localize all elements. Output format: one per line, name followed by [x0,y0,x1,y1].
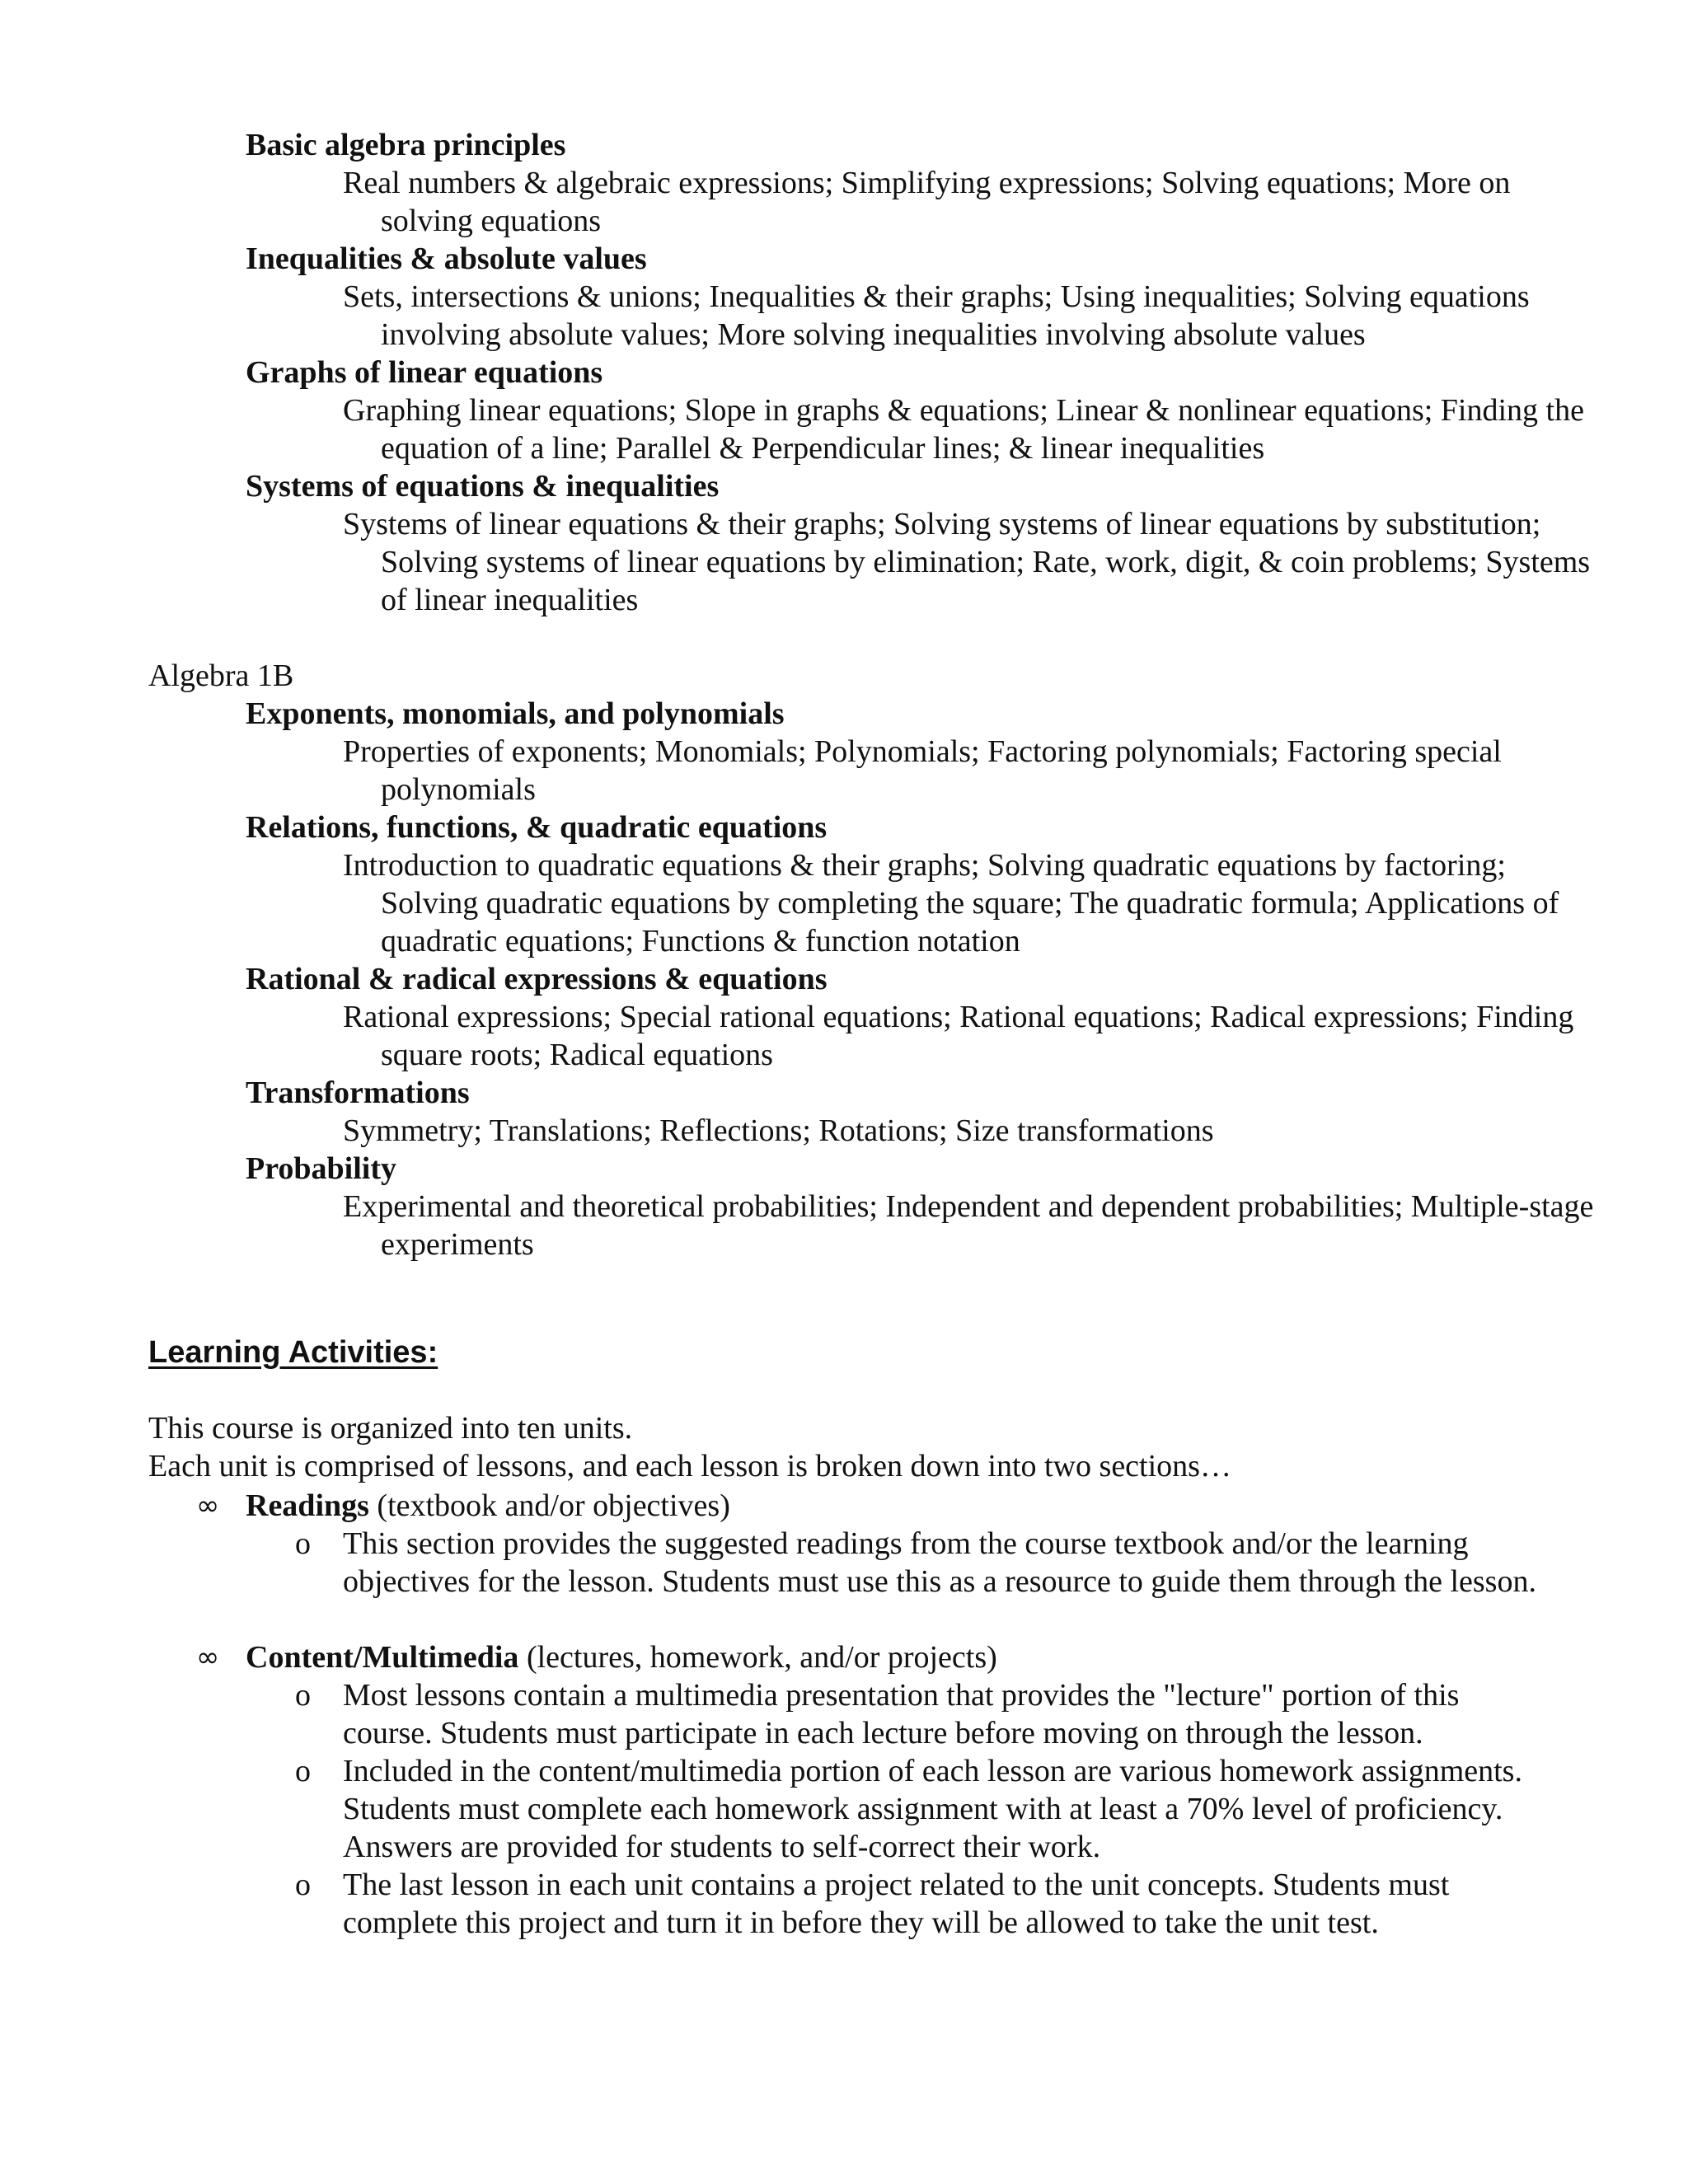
topic-title: Rational & radical expressions & equations [246,962,828,996]
topic-title: Transformations [246,1076,470,1110]
topic-description: Systems of linear equations & their graphs; Solving systems of linear equations by substitution; Solving systems of linear equations by elimination; Rate, work, digit, & coin problems; Systems of linear inequalities [343,507,1591,617]
circle-bullet-icon: o [295,1868,311,1902]
sub-bullet-text: Included in the content/multimedia portion of each lesson are various homework assignments. Students must complete each homework assignment with at least a 70% level of proficiency. Answers are provided for students to self-correct their work. [343,1754,1522,1864]
topic-title: Inequalities & absolute values [246,241,647,276]
topic-description: Graphing linear equations; Slope in graphs & equations; Linear & nonlinear equations; Finding the equation of a line; Parallel & Perpendicular lines; & linear inequalities [343,393,1584,466]
bullet-text [246,1638,1564,1676]
bullet-note: (lectures, homework, and/or projects) [518,1640,997,1675]
topic-description: Rational expressions; Special rational equations; Rational equations; Radical expressions; Finding square roots; Radical equations [343,1000,1574,1072]
bullet-title: Readings [246,1488,369,1523]
intro-paragraph: Each unit is comprised of lessons, and each lesson is broken down into two sections… [148,1449,1231,1483]
topic-title: Exponents, monomials, and polynomials [246,696,785,731]
sub-bullet-text: This section provides the suggested readings from the course textbook and/or the learning objectives for the lesson. Students must use this as a resource to guide them through the lesson. [343,1526,1536,1599]
section-heading: Learning Activities: [148,1335,438,1370]
topic-description: Symmetry; Translations; Reflections; Rotations; Size transformations [343,1113,1214,1148]
circle-bullet-icon: o [295,1526,311,1561]
topic-title: Basic algebra principles [246,128,566,162]
circle-bullet-icon: o [295,1678,311,1713]
bullet-text [246,1487,1564,1525]
sub-bullet-text: Most lessons contain a multimedia presentation that provides the "lecture" portion of this course. Students must participate in each lecture before moving on through the lesson. [343,1678,1460,1750]
topic-title: Graphs of linear equations [246,355,603,390]
bullet-title: Content/Multimedia [246,1640,519,1675]
course-label: Algebra 1B [148,658,294,693]
sub-bullet-text: The last lesson in each unit contains a project related to the unit concepts. Students must complete this project and turn it in before they will be allowed to take the unit test. [343,1868,1450,1940]
topic-description: Experimental and theoretical probabilities; Independent and dependent probabilities; Multiple-stage experiments [343,1189,1594,1262]
topic-description: Properties of exponents; Monomials; Polynomials; Factoring polynomials; Factoring special polynomials [343,734,1502,807]
circle-bullet-icon: o [295,1754,311,1788]
bullet-note: (textbook and/or objectives) [368,1488,730,1523]
infinity-bullet-icon: ∞ [196,1489,220,1522]
sub-bullet-item [0,1525,1688,1638]
sub-bullet-item [0,1752,1688,1866]
bullet-item-content-multimedia [0,1638,1688,1676]
infinity-bullet-icon: ∞ [196,1641,220,1674]
bullet-item-readings [0,1487,1688,1525]
topic-description: Introduction to quadratic equations & their graphs; Solving quadratic equations by factoring; Solving quadratic equations by completing the square; The quadratic formula; Applications of quadratic equations; Functions & function notation [343,848,1559,958]
topic-title: Probability [246,1151,396,1186]
topic-title: Relations, functions, & quadratic equations [246,810,828,845]
sub-bullet-item [0,1676,1688,1752]
topic-title: Systems of equations & inequalities [246,469,720,504]
topic-description: Real numbers & algebraic expressions; Simplifying expressions; Solving equations; More on solving equations [343,166,1511,238]
topic-description: Sets, intersections & unions; Inequalities & their graphs; Using inequalities; Solving equations involving absolute values; More solving inequalities involving absolute values [343,279,1530,352]
sub-bullet-item [0,1866,1688,1942]
intro-paragraph: This course is organized into ten units. [148,1411,633,1446]
